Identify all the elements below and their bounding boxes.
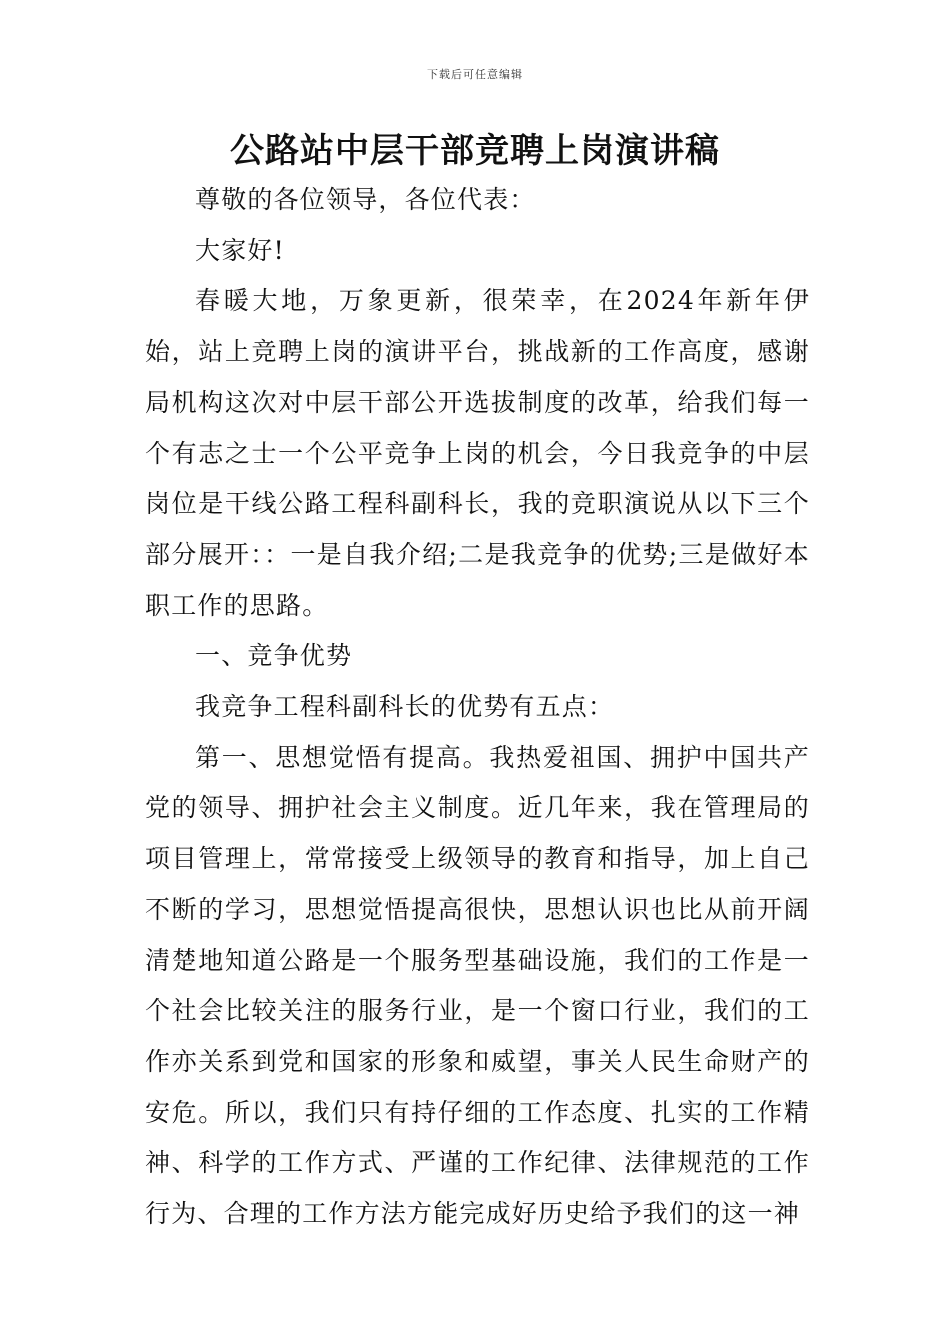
section-heading: 一、竞争优势 — [195, 641, 353, 671]
salutation: 尊敬的各位领导，各位代表： — [195, 185, 536, 214]
document-body — [145, 175, 810, 1240]
intro-paragraph: 春暖大地，万象更新，很荣幸，在2024年新年伊始，站上竞聘上岗的演讲平台，挑战新的工作高度，感谢局机构这次对中层干部公开选拔制度的改革，给我们每一个有志之士一个公平竞争上岗的机会，今日我竞争的中层岗位是干线公路工程科副科长，我的竞职演说从以下三个部分展开：：一是自我介绍;二是我竞争的优势;三是做好本职工作的思路。 — [145, 286, 810, 620]
greeting: 大家好! — [195, 235, 285, 265]
header-note: 下载后可任意编辑 — [427, 68, 523, 81]
document-title: 公路站中层干部竞聘上岗演讲稿 — [230, 131, 720, 171]
point-one-paragraph: 第一、思想觉悟有提高。我热爱祖国、拥护中国共产党的领导、拥护社会主义制度。近几年来，我在管理局的项目管理上，常常接受上级领导的教育和指导，加上自己不断的学习，思想觉悟提高很快，思想认识也比从前开阔清楚地知道公路是一个服务型基础设施，我们的工作是一个社会比较关注的服务行业，是一个窗口行业，我们的工作亦关系到党和国家的形象和威望，事关人民生命财产的安危。所以，我们只有持仔细的工作态度、扎实的工作精神、科学的工作方式、严谨的工作纪律、法律规范的工作行为、合理的工作方法方能完成好历史给予我们的这一神 — [145, 742, 810, 1229]
section-lead: 我竞争工程科副科长的优势有五点： — [195, 692, 615, 722]
